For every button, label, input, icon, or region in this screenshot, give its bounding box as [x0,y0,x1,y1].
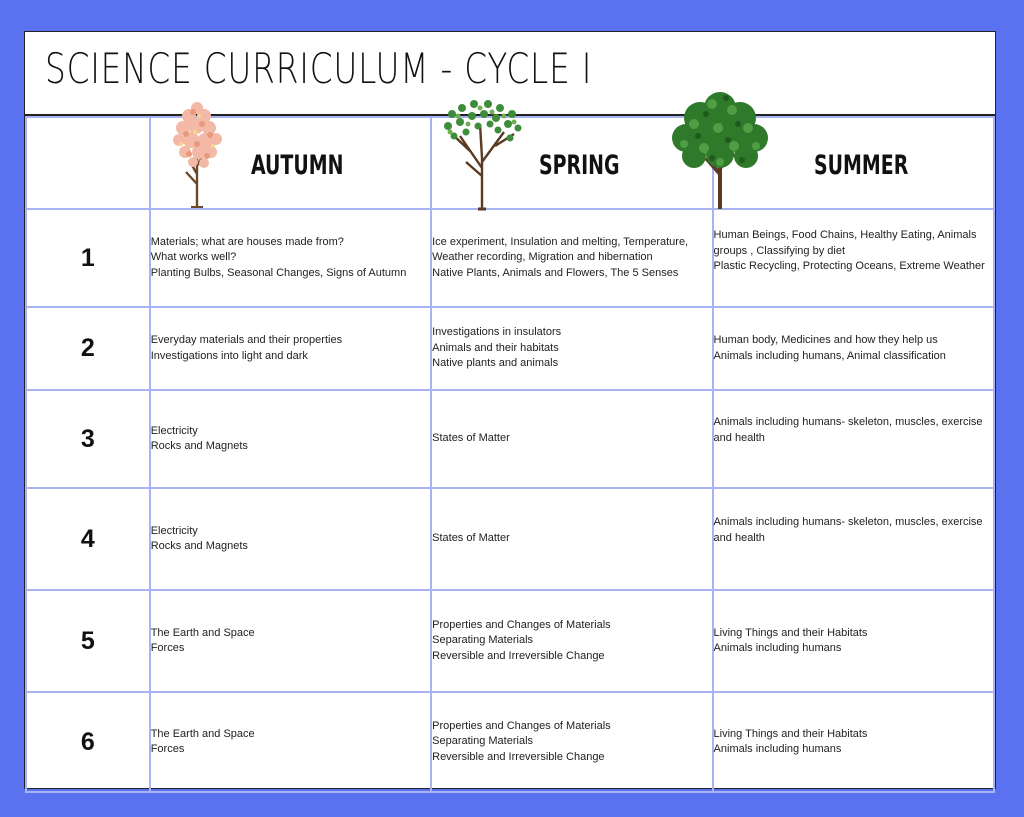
table-row [26,590,994,692]
topic-line: Animals including humans [713,743,842,755]
table-row [26,307,994,390]
autumn-topics [150,390,431,488]
season-header-autumn [150,117,431,209]
topic-line: Living Things and their Habitats [713,626,868,639]
topic-line: Electricity [150,524,198,537]
summer-topics [713,488,994,590]
topic-line: Materials; what are houses made from? [150,235,344,248]
topic-line: States of Matter [432,432,510,445]
page-title: SCIENCE CURRICULUM - CYCLE I [45,44,593,93]
topic-line: Animals including humans, Animal classification [713,349,946,362]
table-row [26,692,994,792]
autumn-tree-icon [169,94,225,208]
year-label: 4 [26,488,150,590]
topic-line: Properties and Changes of Materials [432,618,611,631]
summer-topics [713,390,994,488]
topic-line: groups , Classifying by diet [713,244,845,257]
topic-line: and health [713,531,765,544]
topic-line: and health [713,431,765,444]
topic-line: Investigations in insulators [432,326,562,339]
season-header-row [26,117,994,209]
topic-line: Weather recording, Migration and hibernation [432,251,653,264]
autumn-topics [150,307,431,390]
spring-tree-icon [440,96,524,210]
topic-line: The Earth and Space [150,626,255,639]
year-label: 6 [26,692,150,792]
spring-topics [431,390,712,488]
summer-tree-icon [668,88,772,210]
topic-line: Investigations into light and dark [150,349,308,362]
summer-topics [713,209,994,307]
year-label: 5 [26,590,150,692]
topic-line: Everyday materials and their properties [150,334,343,346]
topic-line: Animals including humans [713,642,842,654]
season-label-spring: SPRING [539,150,620,181]
spring-topics [431,209,712,307]
topic-line: Properties and Changes of Materials [432,719,611,732]
topic-line: What works well? [150,251,237,264]
topic-line: Separating Materials [432,735,534,748]
spring-topics [431,488,712,590]
topic-line: Human body, Medicines and how they help us [713,334,938,346]
header-corner-cell [26,117,150,209]
curriculum-sheet [24,31,996,789]
autumn-topics [150,692,431,792]
topic-line: Animals and their habitats [432,341,559,354]
topic-line: Human Beings, Food Chains, Healthy Eating, Animals [713,229,977,241]
topic-line: Native Plants, Animals and Flowers, The 5 Senses [432,266,679,279]
topic-line: Planting Bulbs, Seasonal Changes, Signs of Autumn [150,266,407,279]
autumn-topics [150,209,431,307]
table-row [26,209,994,307]
table-row [26,488,994,590]
spring-topics [431,307,712,390]
topic-line: Ice experiment, Insulation and melting, Temperature, [432,235,689,248]
topic-line: Rocks and Magnets [150,540,248,552]
topic-line: The Earth and Space [150,727,255,740]
topic-line: Reversible and Irreversible Change [432,649,605,662]
curriculum-table [25,116,995,793]
summer-topics [713,307,994,390]
summer-topics [713,692,994,792]
topic-line: Reversible and Irreversible Change [432,750,605,763]
topic-line: Separating Materials [432,634,534,647]
topic-line: Living Things and their Habitats [713,727,868,740]
topic-line: Rocks and Magnets [150,440,248,452]
topic-line: States of Matter [432,532,510,545]
season-label-autumn: AUTUMN [250,150,344,181]
topic-line: Native plants and animals [432,357,559,370]
autumn-topics [150,488,431,590]
year-label: 1 [26,209,150,307]
topic-line: Animals including humans- skeleton, muscles, exercise [713,416,983,428]
topic-line: Animals including humans- skeleton, muscles, exercise [713,516,983,528]
topic-line: Forces [150,642,185,654]
spring-topics [431,590,712,692]
year-label: 3 [26,390,150,488]
topic-line: Electricity [150,424,198,437]
autumn-topics [150,590,431,692]
topic-line: Plastic Recycling, Protecting Oceans, Extreme Weather [713,260,985,272]
topic-line: Forces [150,743,185,755]
season-header-summer [713,117,994,209]
summer-topics [713,590,994,692]
season-label-summer: SUMMER [813,150,908,181]
year-label: 2 [26,307,150,390]
table-row [26,390,994,488]
spring-topics [431,692,712,792]
